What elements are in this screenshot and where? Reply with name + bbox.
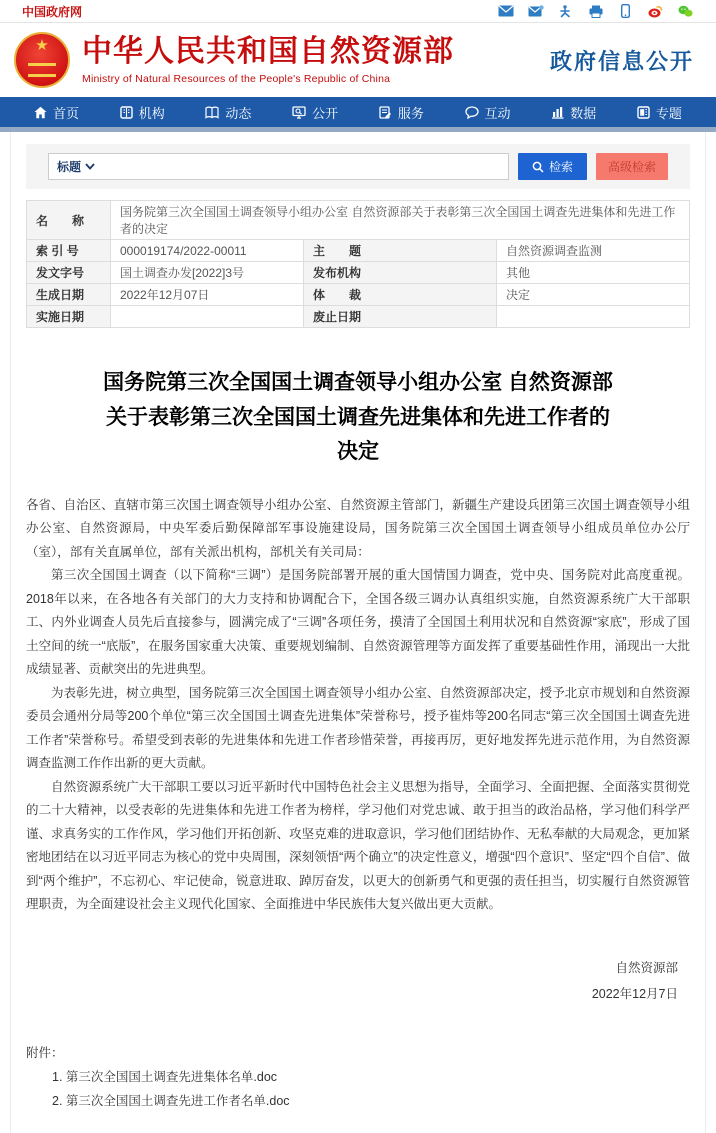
signature-block [26, 955, 690, 1007]
search-button[interactable]: 检索 [518, 153, 587, 180]
service-icon [379, 106, 392, 119]
table-row [27, 262, 690, 284]
paragraph: 第三次全国国土调查（以下简称“三调”）是国务院部署开展的重大国情国力调查，党中央、国务院对此高度重视。2018年以来，在各地各有关部门的大力支持和协调配合下，全国各级三调办认真组织实施，自然资源系统广大干部职工、内外业调查人员先后直接参与，圆满完成了“三调”各项任务，摸清了全国国土利用状况和自然资源“家底”，形成了国土空间的统一“底版”，在服务国家重大决策、重要规划编制、自然资源管理等方面发挥了重要基础性作用，涌现出一大批成绩显著、贡献突出的先进典型。 [26, 568, 690, 677]
top-utility-bar [0, 0, 716, 23]
meta-value: 国务院第三次全国国土调查领导小组办公室 自然资源部关于表彰第三次全国国土调查先进集体和先进工作者的决定 [111, 201, 690, 240]
search-box [48, 153, 509, 180]
document-meta-table [26, 200, 690, 328]
email-icon[interactable] [497, 4, 514, 18]
home-icon [34, 106, 47, 119]
meta-value: 决定 [497, 284, 690, 306]
meta-value [497, 306, 690, 328]
table-row [27, 306, 690, 328]
nav-item-topic[interactable]: 专题 [637, 103, 682, 122]
meta-label: 发文字号 [27, 262, 111, 284]
interact-icon [465, 106, 479, 119]
disclosure-icon [292, 106, 306, 119]
news-icon [205, 106, 219, 119]
nav-item-home[interactable]: 首页 [34, 103, 79, 122]
ministry-brand [82, 35, 454, 86]
nav-item-org[interactable]: 机构 [120, 103, 165, 122]
meta-value [111, 306, 304, 328]
gov-portal-link[interactable]: 中国政府网 [22, 4, 83, 19]
signature-date: 2022年12月7日 [591, 986, 678, 1001]
meta-value: 2022年12月07日 [111, 284, 304, 306]
document-body [26, 494, 690, 917]
meta-label: 实施日期 [27, 306, 111, 328]
attachments [26, 1041, 690, 1113]
attachments-label: 附件： [26, 1045, 64, 1060]
ministry-name-cn: 中华人民共和国自然资源部 [82, 34, 454, 68]
meta-label: 名 称 [27, 201, 111, 240]
nav-item-disclosure[interactable]: 公开 [292, 103, 338, 122]
table-row [27, 284, 690, 306]
meta-label: 体 裁 [304, 284, 497, 306]
page-title: 政府信息公开 [549, 48, 694, 74]
search-field-select[interactable]: 标题 [57, 158, 95, 175]
paragraph: 各省、自治区、直辖市第三次国土调查领导小组办公室、自然资源主管部门，新疆生产建设兵团第三次国土调查领导小组办公室、自然资源局，中央军委后勤保障部军事设施建设局，国务院第三次全国国土调查领导小组成员单位办公厅（室），部有关直属单位，部有关派出机构，部机关有关司局： [26, 497, 690, 559]
weibo-icon[interactable] [647, 4, 664, 18]
meta-value: 国土调查办发[2022]3号 [111, 262, 304, 284]
search-icon [532, 161, 544, 173]
meta-label: 废止日期 [304, 306, 497, 328]
chevron-down-icon [85, 163, 95, 170]
attachment-link-1[interactable]: 1. 第三次全国国土调查先进集体名单.doc [52, 1069, 278, 1084]
topic-icon [637, 106, 650, 119]
paragraph: 自然资源系统广大干部职工要以习近平新时代中国特色社会主义思想为指导，全面学习、全面把握、全面落实贯彻党的二十大精神，以受表彰的先进集体和先进工作者为榜样，学习他们对党忠诚、敢于担当的政治品格，学习他们科学严谨、求真务实的工作作风，学习他们开拓创新、攻坚克难的进取意识，学习他们团结协作、无私奉献的大局观念，更加紧密地团结在以习近平同志为核心的党中央周围，深刻领悟“两个确立”的决定性意义，增强“四个意识”、坚定“四个自信”、做到“两个维护”，不忘初心、牢记使命，锐意进取、踔厉奋发，以更大的创新勇气和更强的责任担当，切实履行自然资源管理职责，为全面建设社会主义现代化国家、全面推进中华民族伟大复兴做出更大贡献。 [26, 779, 690, 912]
meta-label: 生成日期 [27, 284, 111, 306]
signature-org: 自然资源部 [615, 960, 678, 975]
advanced-search-button[interactable]: 高级检索 [596, 153, 668, 180]
list-item [52, 1089, 690, 1113]
mobile-icon[interactable] [617, 4, 634, 18]
meta-label: 主 题 [304, 240, 497, 262]
meta-value: 000019174/2022-00011 [111, 240, 304, 262]
document-title: 国务院第三次全国国土调查领导小组办公室 自然资源部关于表彰第三次全国国土调查先进集体和先进工作者的决定 [103, 371, 613, 464]
nav-item-news[interactable]: 动态 [205, 103, 251, 122]
list-item [52, 1065, 690, 1089]
meta-label: 发布机构 [304, 262, 497, 284]
table-row [27, 240, 690, 262]
wechat-icon[interactable] [677, 4, 694, 18]
search-input[interactable] [103, 154, 500, 179]
org-icon [120, 106, 133, 119]
ministry-name-en: Ministry of Natural Resources of the People's Republic of China [82, 73, 391, 86]
main-nav [0, 97, 716, 127]
print-icon[interactable] [587, 4, 604, 18]
nav-item-interact[interactable]: 互动 [465, 103, 511, 122]
table-row [27, 201, 690, 240]
meta-label: 索 引 号 [27, 240, 111, 262]
meta-value: 其他 [497, 262, 690, 284]
paragraph: 为表彰先进，树立典型，国务院第三次全国国土调查领导小组办公室、自然资源部决定，授予北京市规划和自然资源委员会通州分局等200个单位“第三次全国国土调查先进集体”荣誉称号，授予崔炜等200名同志“第三次全国国土调查先进工作者”荣誉称号。希望受到表彰的先进集体和先进工作者珍惜荣誉，再接再厉，更好地发挥先进示范作用，为自然资源调查监测工作作出新的更大贡献。 [26, 685, 690, 771]
content-panel [10, 132, 706, 1133]
nav-item-data[interactable]: 数据 [551, 103, 596, 122]
nav-item-service[interactable]: 服务 [379, 103, 424, 122]
meta-value: 自然资源调查监测 [497, 240, 690, 262]
email-subscribe-icon[interactable] [527, 4, 544, 18]
masthead [0, 23, 716, 97]
search-panel [26, 144, 690, 189]
accessibility-icon[interactable] [557, 4, 574, 18]
top-icon-group [497, 4, 694, 18]
data-icon [551, 106, 564, 119]
national-emblem-logo: ★ [14, 32, 70, 88]
attachment-link-2[interactable]: 2. 第三次全国国土调查先进工作者名单.doc [52, 1093, 290, 1108]
